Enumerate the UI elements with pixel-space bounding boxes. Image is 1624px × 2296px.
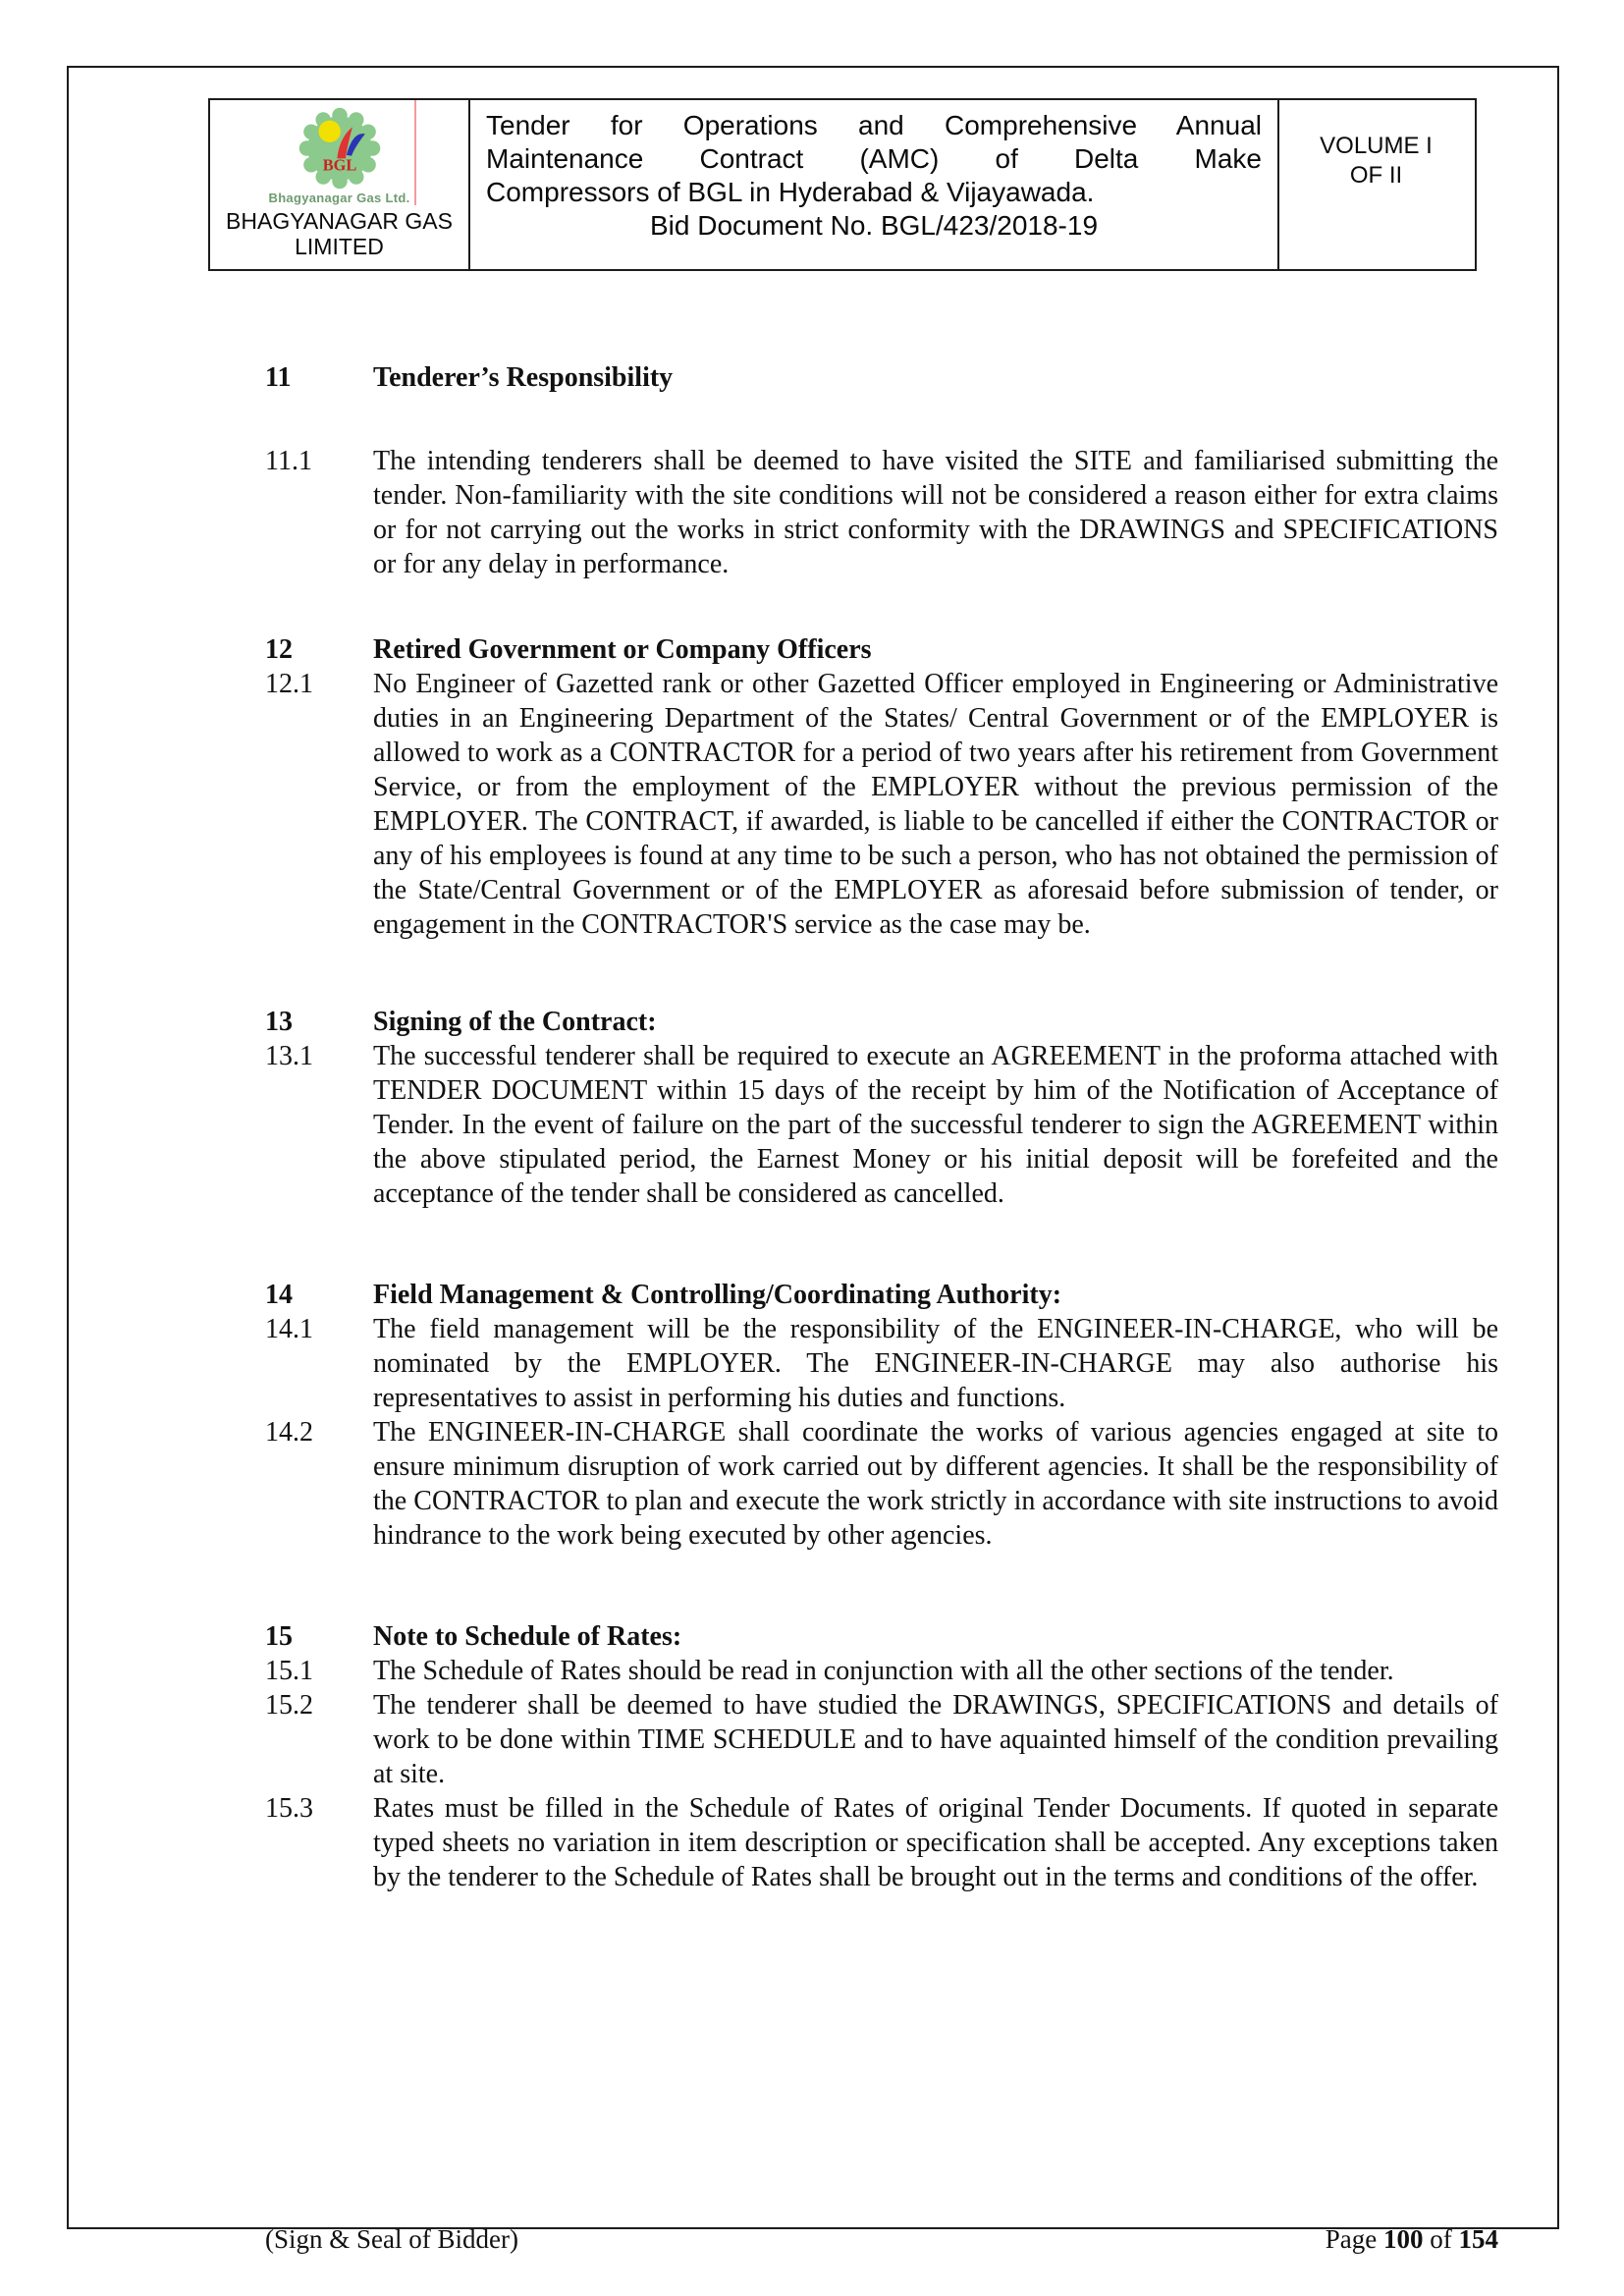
section-12 xyxy=(265,632,1498,942)
volume-line1: VOLUME I xyxy=(1320,133,1433,159)
bid-document-number: Bid Document No. BGL/423/2018-19 xyxy=(649,210,1099,241)
paragraph-text: Rates must be filled in the Schedule of Rates of original Tender Documents. If quoted in separate typed sheets no variation in item description or specification shall be accepted. Any exceptions taken by the tenderer to the Schedule of Rates shall be brought out in the terms and conditions of the offer. xyxy=(373,1793,1498,1892)
paragraph-number: 15.1 xyxy=(265,1656,313,1686)
page-border xyxy=(67,66,1559,2254)
volume-line2: OF II xyxy=(1349,162,1403,189)
paragraph xyxy=(265,1039,1498,1211)
paragraph xyxy=(265,1791,1498,1894)
header-table xyxy=(208,98,1477,271)
current-page-number: 100 xyxy=(1383,2224,1424,2254)
paragraph-text: The ENGINEER-IN-CHARGE shall coordinate the works of various agencies engaged at site to ensure minimum disruption of work carried out by different agencies. It shall be the responsibility of the CONTRACTOR to plan and execute the work strictly in accordance with site instructions to avoid hindrance to the work being executed by other agencies. xyxy=(373,1417,1498,1551)
paragraph xyxy=(265,444,1498,581)
paragraph-text: The intending tenderers shall be deemed to have visited the SITE and familiarised submitting the tender. Non-familiarity with the site conditions will not be considered a reason either for extra claims or for not carrying out the works in strict conformity with the DRAWINGS and SPECIFICATIONS or for any delay in performance. xyxy=(373,446,1498,579)
logo-divider-line xyxy=(414,100,416,205)
paragraph-number: 14.1 xyxy=(265,1314,313,1344)
title-cell xyxy=(470,100,1279,269)
paragraph-number: 12.1 xyxy=(265,669,313,699)
page-footer xyxy=(265,2224,1498,2255)
bgl-brand-text: BGL xyxy=(322,155,356,175)
section-heading xyxy=(265,632,1498,667)
section-11 xyxy=(265,360,1498,581)
paragraph xyxy=(265,1654,1498,1688)
logo-cell xyxy=(210,100,470,269)
paragraph-number: 15.2 xyxy=(265,1690,313,1721)
company-name-line2: LIMITED xyxy=(295,234,384,259)
section-number: 12 xyxy=(265,634,293,665)
doc-title-line: Maintenance Contract (AMC) of Delta Make xyxy=(486,143,1262,174)
section-heading-text: Signing of the Contract: xyxy=(373,1007,657,1037)
company-name-line1: BHAGYANAGAR GAS xyxy=(226,208,453,234)
document-body xyxy=(265,360,1498,1894)
section-number: 15 xyxy=(265,1621,293,1652)
paragraph-number: 11.1 xyxy=(265,446,312,476)
sign-seal-label: (Sign & Seal of Bidder) xyxy=(265,2224,518,2254)
paragraph xyxy=(265,667,1498,942)
paragraph-text: The Schedule of Rates should be read in conjunction with all the other sections of the tender. xyxy=(373,1656,1394,1686)
paragraph xyxy=(265,1415,1498,1553)
page-number-label xyxy=(1326,2224,1498,2255)
section-number: 11 xyxy=(265,362,292,393)
paragraph-text: The tenderer shall be deemed to have studied the DRAWINGS, SPECIFICATIONS and details of work to be done within TIME SCHEDULE and to have aquainted himself of the condition prevailing at site. xyxy=(373,1690,1498,1789)
paragraph-text: The successful tenderer shall be required to execute an AGREEMENT in the proforma attached with TENDER DOCUMENT within 15 days of the receipt by him of the Notification of Acceptance of Tender. In the event of failure on the part of the successful tenderer to sign the AGREEMENT within the above stipulated period, the Earnest Money or his initial deposit will be forefeited and the acceptance of the tender shall be considered as cancelled. xyxy=(373,1041,1498,1209)
paragraph-number: 13.1 xyxy=(265,1041,313,1071)
of-word: of xyxy=(1430,2224,1452,2254)
section-heading xyxy=(265,1278,1498,1312)
paragraph-text: The field management will be the responsibility of the ENGINEER-IN-CHARGE, who will be nominated by the EMPLOYER. The ENGINEER-IN-CHARGE may also authorise his representatives to assist in performing his duties and functions. xyxy=(373,1314,1498,1413)
section-15 xyxy=(265,1619,1498,1894)
total-page-number: 154 xyxy=(1458,2224,1498,2254)
logo-caption: Bhagyanagar Gas Ltd. xyxy=(268,191,410,205)
section-heading-text: Tenderer’s Responsibility xyxy=(373,362,674,393)
volume-cell xyxy=(1279,100,1473,269)
paragraph xyxy=(265,1312,1498,1415)
section-heading xyxy=(265,1005,1498,1039)
paragraph-text: No Engineer of Gazetted rank or other Gazetted Officer employed in Engineering or Administrative duties in an Engineering Department of the States/ Central Government or of the EMPLOYER is allowed to work as a CONTRACTOR for a period of two years after his retirement from Government Service, or from the employment of the EMPLOYER without the previous permission of the EMPLOYER. The CONTRACT, if awarded, is liable to be cancelled if either the CONTRACTOR or any of his employees is found at any time to be such a person, who has not obtained the permission of the State/Central Government or of the EMPLOYER as aforesaid before submission of tender, or engagement in the CONTRACTOR'S service as the case may be. xyxy=(373,669,1498,940)
section-13 xyxy=(265,1005,1498,1211)
page-word: Page xyxy=(1325,2224,1378,2254)
section-heading xyxy=(265,1619,1498,1654)
paragraph xyxy=(265,1688,1498,1791)
section-number: 14 xyxy=(265,1280,293,1310)
bgl-logo-icon xyxy=(298,106,382,191)
section-14 xyxy=(265,1278,1498,1553)
doc-title-line: Tender for Operations and Comprehensive Annual xyxy=(486,110,1262,140)
section-number: 13 xyxy=(265,1007,293,1037)
section-heading-text: Retired Government or Company Officers xyxy=(373,634,872,665)
section-heading-text: Field Management & Controlling/Coordinating Authority: xyxy=(373,1280,1062,1310)
paragraph-number: 14.2 xyxy=(265,1417,313,1448)
section-heading xyxy=(265,360,1498,395)
company-name xyxy=(210,208,468,259)
paragraph-number: 15.3 xyxy=(265,1793,313,1824)
section-heading-text: Note to Schedule of Rates: xyxy=(373,1621,682,1652)
doc-title-line: Compressors of BGL in Hyderabad & Vijayawada. xyxy=(486,177,1095,207)
